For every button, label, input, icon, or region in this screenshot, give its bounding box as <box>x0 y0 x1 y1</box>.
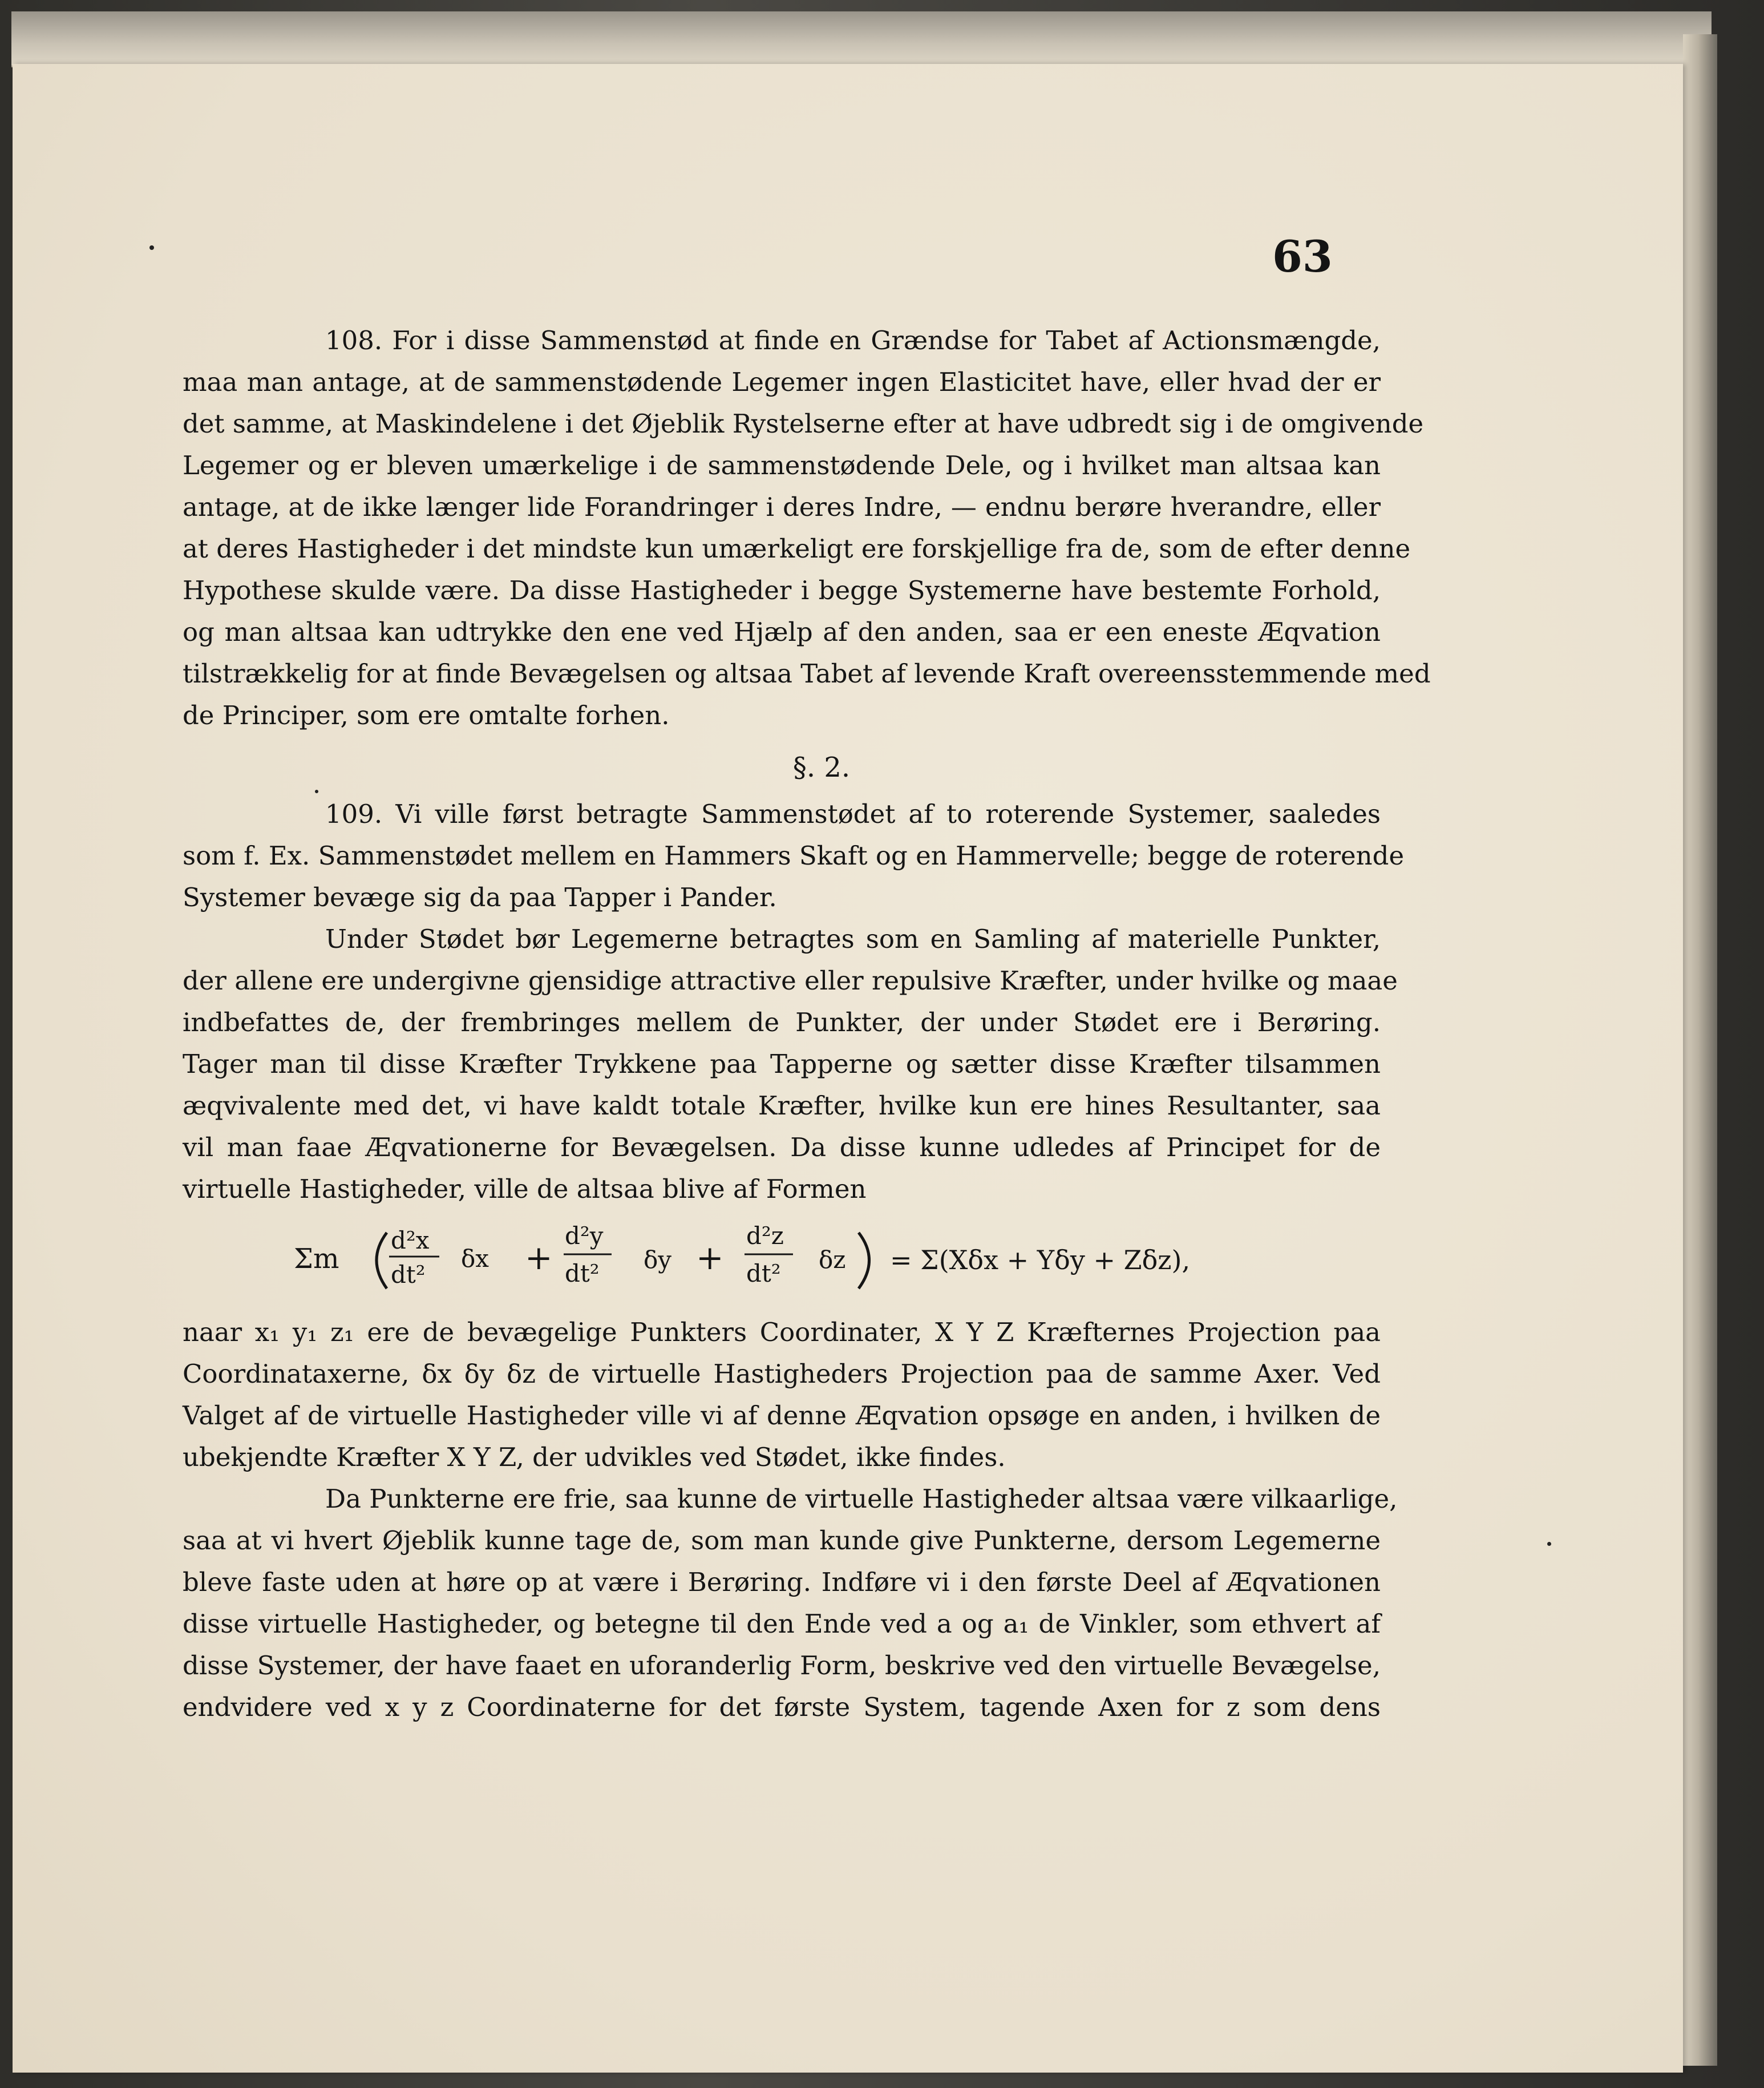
equation-paren-left <box>377 1233 387 1289</box>
text-line: der allene ere undergivne gjensidige attractive eller repulsive Kræfter, under hvilke og maae <box>183 966 1398 996</box>
equation-frac-z-den: dt² <box>746 1259 781 1287</box>
text-line: virtuelle Hastigheder, ville de altsaa blive af Formen <box>183 1174 867 1204</box>
equation-frac-y-den: dt² <box>565 1259 600 1287</box>
page-body-text <box>183 320 1431 1728</box>
speck-mark <box>1547 1542 1551 1546</box>
speck-mark <box>149 245 154 250</box>
equation-paren-right <box>859 1233 869 1289</box>
equation-dx: δx <box>461 1245 489 1273</box>
text-line: som f. Ex. Sammenstødet mellem en Hammers Skaft og en Hammervelle; begge de roterende <box>183 841 1405 871</box>
text-line: vil man faae Æqvationerne for Bevægelsen. Da disse kunne udledes af Principet for de <box>183 1132 1381 1162</box>
text-line: Coordinataxerne, δx δy δz de virtuelle Hastigheders Projection paa de samme Axer. Ved <box>183 1359 1381 1389</box>
text-line: maa man antage, at de sammenstødende Legemer ingen Elasticitet have, eller hvad der er <box>183 367 1381 397</box>
equation-graphic <box>183 1215 1381 1301</box>
section-heading: §. 2. <box>792 752 851 783</box>
text-line: indbefattes de, der frembringes mellem de Punkter, der under Stødet ere i Berøring. <box>183 1007 1381 1037</box>
text-line: saa at vi hvert Øjeblik kunne tage de, som man kunde give Punkterne, dersom Legemerne <box>183 1525 1381 1556</box>
text-line: Da Punkterne ere frie, saa kunne de virtuelle Hastigheder altsaa være vilkaarlige, <box>325 1484 1398 1514</box>
text-line: disse virtuelle Hastigheder, og betegne til den Ende ved a og a₁ de Vinkler, som ethvert af <box>183 1609 1381 1639</box>
text-line: Systemer bevæge sig da paa Tapper i Pander. <box>183 882 777 912</box>
text-line: det samme, at Maskindelene i det Øjeblik Rystelserne efter at have udbredt sig i de omgivende <box>183 409 1424 439</box>
text-line: Under Stødet bør Legemerne betragtes som en Samling af materielle Punkter, <box>325 924 1381 954</box>
text-line: bleve faste uden at høre op at være i Berøring. Indføre vi i den første Deel af Æqvationen <box>183 1567 1381 1597</box>
equation <box>183 1215 1381 1301</box>
equation-frac-y-num: d²y <box>565 1222 604 1250</box>
text-line: ubekjendte Kræfter X Y Z, der udvikles ved Stødet, ikke findes. <box>183 1442 1006 1472</box>
book-page-edges <box>1683 34 1717 2066</box>
equation-frac-x-num: d²x <box>391 1226 430 1254</box>
equation-dy: δy <box>644 1246 672 1274</box>
text-line: Hypothese skulde være. Da disse Hastigheder i begge Systemerne have bestemte Forhold, <box>183 575 1381 605</box>
text-line: 109. Vi ville først betragte Sammenstødet af to roterende Systemer, saaledes <box>325 799 1381 829</box>
text-line: endvidere ved x y z Coordinaterne for det første System, tagende Axen for z som dens <box>183 1692 1381 1722</box>
equation-rhs: = Σ(Xδx + Yδy + Zδz), <box>890 1245 1191 1275</box>
text-line: Legemer og er bleven umærkelige i de sammenstødende Dele, og i hvilket man altsaa kan <box>183 450 1381 480</box>
book-top-edge <box>11 11 1712 67</box>
page-number: 63 <box>1272 231 1333 282</box>
text-line: tilstrækkelig for at finde Bevægelsen og altsaa Tabet af levende Kraft overeensstemmende med <box>183 659 1431 689</box>
text-line: Tager man til disse Kræfter Trykkene paa Tapperne og sætter disse Kræfter tilsammen <box>183 1049 1381 1079</box>
text-line: og man altsaa kan udtrykke den ene ved Hjælp af den anden, saa er een eneste Æqvation <box>183 617 1381 647</box>
text-line: disse Systemer, der have faaet en uforanderlig Form, beskrive ved den virtuelle Bevægelse, <box>183 1650 1381 1681</box>
text-line: naar x₁ y₁ z₁ ere de bevægelige Punkters Coordinater, X Y Z Kræfternes Projection paa <box>183 1317 1381 1347</box>
text-line: at deres Hastigheder i det mindste kun umærkeligt ere forskjellige fra de, som de efter denne <box>183 534 1411 564</box>
text-line: Valget af de virtuelle Hastigheder ville vi af denne Æqvation opsøge en anden, i hvilken de <box>183 1400 1381 1431</box>
text-line: antage, at de ikke længer lide Forandringer i deres Indre, — endnu berøre hverandre, eller <box>183 492 1381 522</box>
equation-frac-z-num: d²z <box>746 1222 784 1250</box>
plus-sign: + <box>525 1238 553 1277</box>
text-line: 108. For i disse Sammenstød at finde en Grændse for Tabet af Actionsmængde, <box>325 325 1381 356</box>
plus-sign: + <box>696 1238 724 1277</box>
equation-frac-x-den: dt² <box>391 1261 426 1289</box>
equation-sum-m: Σm <box>294 1243 339 1275</box>
text-line: æqvivalente med det, vi have kaldt totale Kræfter, hvilke kun ere hines Resultanter, saa <box>183 1091 1381 1121</box>
equation-dz: δz <box>819 1246 846 1274</box>
text-line: de Principer, som ere omtalte forhen. <box>183 700 670 730</box>
